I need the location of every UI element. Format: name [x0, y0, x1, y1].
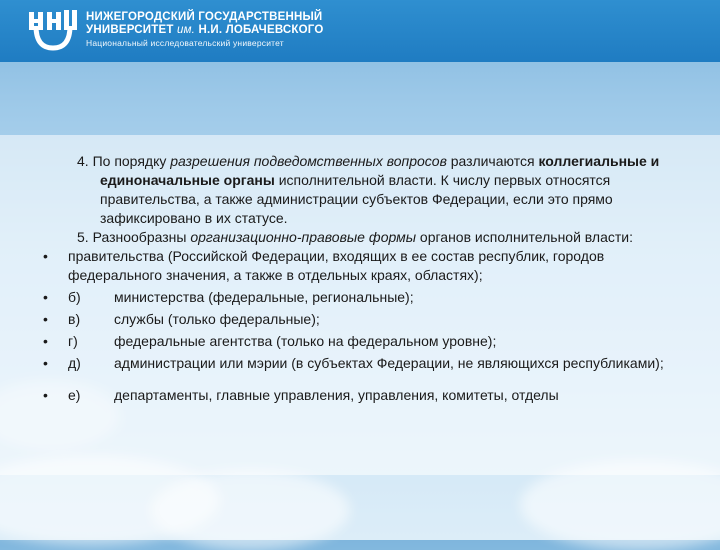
list-item: • д) администрации или мэрии (в субъектах Федерации, не являющихся республиками); — [43, 355, 664, 371]
paragraph-5: 5. Разнообразны организационно-правовые формы органов исполнительной власти: — [77, 229, 633, 245]
list-item: • г) федеральные агентства (только на федеральном уровне); — [43, 333, 497, 349]
paragraph-4: 4. По порядку разрешения подведомственных вопросов различаются коллегиальные и единоначальные органы исполнительной власти. К числу первых относятся правительства, а также администрации субъектов Федерации, если это прямо зафиксировано в их статусе. — [77, 153, 660, 226]
item-label: д) — [68, 355, 81, 371]
university-header — [0, 0, 720, 62]
slide-text — [0, 152, 720, 405]
bullet-icon: • — [43, 289, 48, 305]
list-item: • в) службы (только федеральные); — [43, 311, 320, 327]
university-logo-icon — [28, 8, 78, 54]
item-label: б) — [68, 289, 81, 305]
list-item: • правительства (Российской Федерации, входящих в ее состав республик, городов федерального значения, а также в отдельных краях, областях); — [43, 248, 605, 283]
bullet-icon: • — [43, 333, 48, 349]
item-label: г) — [68, 333, 78, 349]
bullet-icon: • — [43, 311, 48, 327]
bullet-icon: • — [43, 355, 48, 371]
list-item: • б) министерства (федеральные, региональные); — [43, 289, 414, 305]
bullet-icon: • — [43, 387, 48, 403]
bullet-icon: • — [43, 248, 48, 264]
university-name-line2: УНИВЕРСИТЕТ им. Н.И. ЛОБАЧЕВСКОГО — [86, 24, 324, 36]
university-name — [86, 11, 323, 49]
item-label: е) — [68, 387, 81, 403]
list-item: • е) департаменты, главные управления, управления, комитеты, отделы — [43, 387, 559, 403]
university-subtitle: Национальный исследовательский университет — [86, 38, 284, 48]
item-label: в) — [68, 311, 81, 327]
university-name-line1: НИЖЕГОРОДСКИЙ ГОСУДАРСТВЕННЫЙ — [86, 11, 323, 23]
